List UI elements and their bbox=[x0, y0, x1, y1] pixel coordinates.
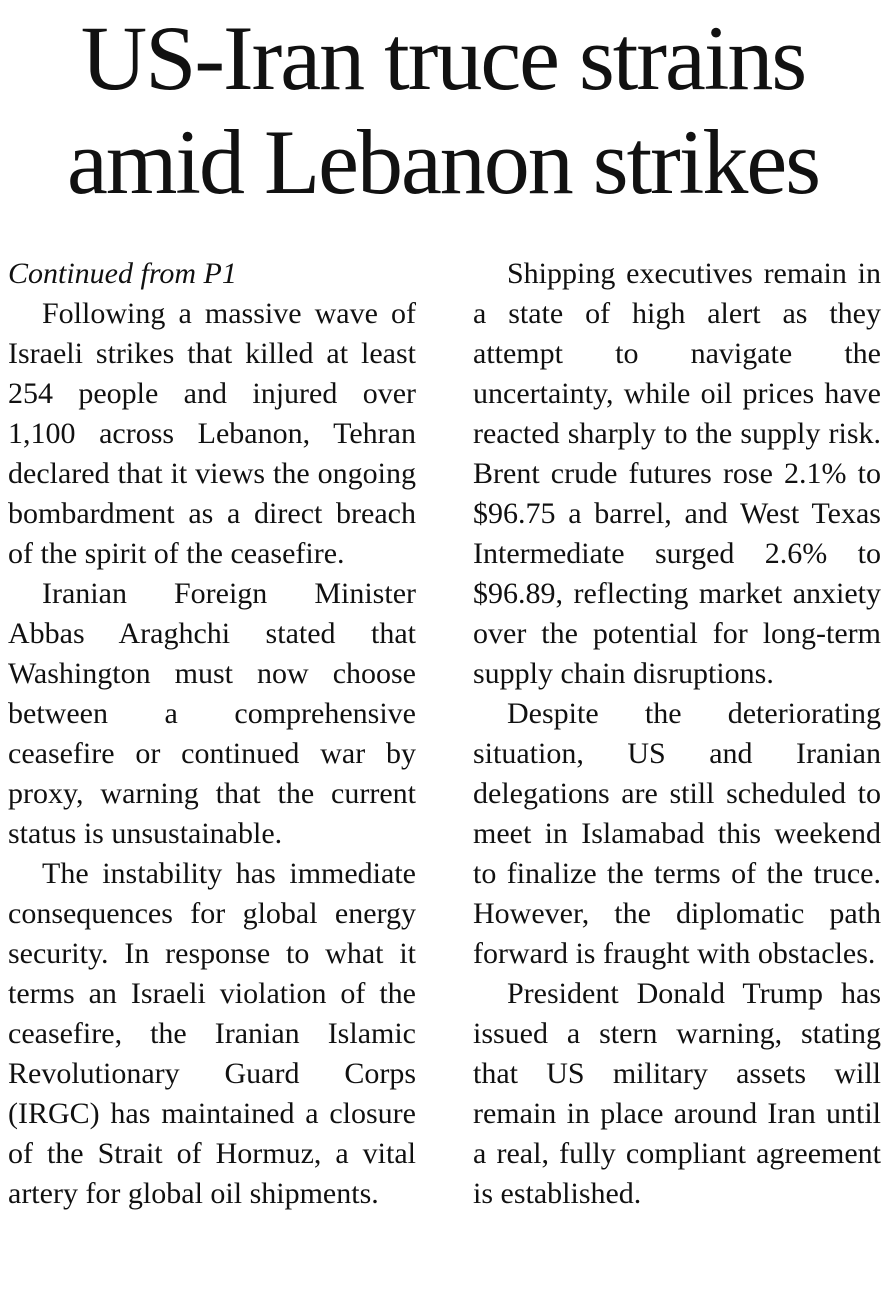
paragraph-strikes: Following a massive wave of Israeli strikes that killed at least 254 people and injured over 1,100 across Lebanon, Tehran declared that it views the ongoing bombardment as a direct breach of the spirit of the ceasefire. bbox=[8, 297, 416, 570]
paragraph-trump-warning: President Donald Trump has issued a stern warning, stating that US military assets will remain in place around Iran until a real, fully compliant agreement is established. bbox=[473, 977, 881, 1210]
paragraph-shipping-oil: Shipping executives remain in a state of high alert as they attempt to navigate the uncertainty, while oil prices have reacted sharply to the supply risk. Brent crude futures rose 2.1% to $96.75 a barrel, and West Texas Intermediate surged 2.6% to $96.89, reflecting market anxiety over the potential for long-term supply chain disruptions. bbox=[473, 257, 881, 690]
headline-line-1: US-Iran truce strains bbox=[80, 7, 806, 109]
continued-from-label: Continued from P1 bbox=[8, 257, 237, 290]
left-column bbox=[8, 254, 416, 1214]
right-column bbox=[473, 254, 881, 1214]
paragraph-araghchi: Iranian Foreign Minister Abbas Araghchi stated that Washington must now choose between a comprehensive ceasefire or continued war by proxy, warning that the current status is unsustainable. bbox=[8, 577, 416, 850]
headline bbox=[0, 6, 886, 214]
paragraph-islamabad-talks: Despite the deteriorating situation, US and Iranian delegations are still scheduled to meet in Islamabad this weekend to finalize the terms of the truce. However, the diplomatic path forward is fraught with obstacles. bbox=[473, 697, 881, 970]
paragraph-energy-security: The instability has immediate consequences for global energy security. In response to what it terms an Israeli violation of the ceasefire, the Iranian Islamic Revolutionary Guard Corps (IRGC) has maintained a closure of the Strait of Hormuz, a vital artery for global oil shipments. bbox=[8, 857, 416, 1210]
headline-line-2: amid Lebanon strikes bbox=[66, 111, 820, 213]
